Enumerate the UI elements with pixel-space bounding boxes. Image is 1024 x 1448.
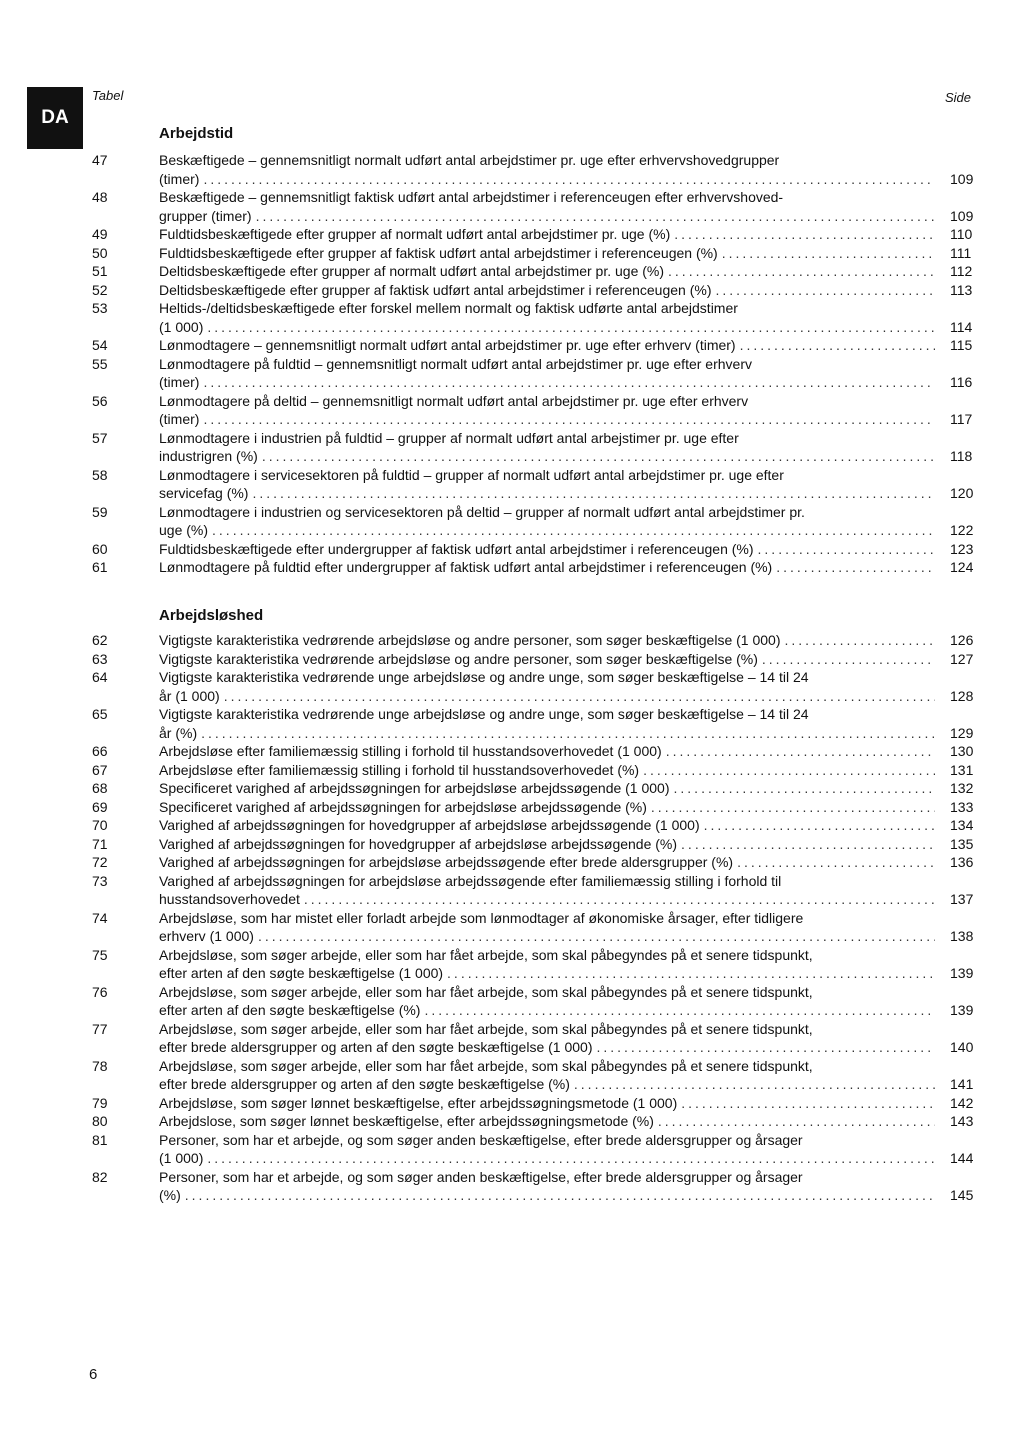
toc-entry[interactable] [0, 798, 1024, 817]
toc-entry[interactable] [0, 1112, 1024, 1131]
toc-entry[interactable] [0, 336, 1024, 355]
toc-entry[interactable] [0, 742, 1024, 761]
dot-leader [722, 244, 935, 263]
dot-leader [704, 816, 935, 835]
table-title-line: Heltids-/deltidsbeskæftigede efter forskel mellem normalt og faktisk udførte antal arbejdstimer [159, 300, 738, 316]
table-title-line: Vigtigste karakteristika vedrørende arbejdsløse og andre personer, som søger beskæftigelse (1 000) [159, 632, 781, 648]
table-title-line: Lønmodtagere i servicesektoren på fuldtid – grupper af normalt udført antal arbejdstimer pr. uge efter [159, 466, 784, 483]
table-title [159, 558, 935, 577]
table-title-line: Lønmodtagere på deltid – gennemsnitligt normalt udført antal arbejdstimer pr. uge efter erhverv [159, 392, 749, 409]
toc-entry[interactable] [0, 503, 1024, 540]
table-title-line: Specificeret varighed af arbejdssøgningen for arbejdsløse arbejdssøgende (%) [159, 798, 647, 815]
table-title [159, 872, 935, 909]
table-title-line: efter brede aldersgrupper og arten af den søgte beskæftigelse (%) [159, 1076, 570, 1092]
toc-entry[interactable] [0, 188, 1024, 225]
table-title [159, 1020, 935, 1057]
section-title-arbejdsloshed: Arbejdsløshed [159, 607, 264, 624]
table-title-line: (timer) [159, 411, 200, 427]
table-title-line: grupper (timer) [159, 207, 252, 224]
table-title [159, 835, 935, 854]
table-title-line: Varighed af arbejdssøgningen for hovedgrupper af arbejdsløse arbejdssøgende (1 000) [159, 817, 700, 833]
table-number: 79 [92, 1094, 108, 1111]
page-reference: 134 [950, 817, 974, 833]
page-reference: 115 [950, 337, 973, 353]
page-reference: 137 [950, 891, 974, 907]
table-title-line: Fuldtidsbeskæftigede efter grupper af normalt udført antal arbejdstimer pr. uge (%) [159, 226, 671, 242]
page-reference: 120 [950, 485, 974, 501]
table-title-line: efter arten af den søgte beskæftigelse (1 000) [159, 965, 444, 981]
table-title-line: Varighed af arbejdssøgningen for arbejdsløse arbejdssøgende efter familiemæssig stilling i forhold til [159, 872, 782, 889]
toc-entry[interactable] [0, 262, 1024, 281]
table-title-line: Lønmodtagere i industrien og servicesektoren på deltid – grupper af normalt udført antal arbejdstimer pr. [159, 503, 805, 520]
page-reference: 111 [950, 244, 972, 261]
table-title [159, 188, 935, 225]
table-title [159, 853, 935, 872]
table-number: 50 [92, 244, 108, 261]
dot-leader [762, 650, 935, 669]
table-title [159, 705, 935, 742]
toc-entry[interactable] [0, 668, 1024, 705]
table-title-line: (1 000) [159, 1150, 204, 1166]
table-title-line: Deltidsbeskæftigede efter grupper af faktisk udført antal arbejdstimer i referenceugen (%) [159, 281, 712, 298]
dot-leader [658, 1112, 935, 1131]
table-number: 48 [92, 189, 108, 205]
page-reference: 145 [950, 1187, 974, 1203]
page-reference: 140 [950, 1039, 974, 1055]
page-number: 6 [89, 1366, 98, 1383]
table-title [159, 1168, 935, 1205]
table-number: 64 [92, 669, 108, 685]
table-title [159, 281, 935, 300]
dot-leader [574, 1075, 935, 1094]
table-title [159, 1131, 935, 1168]
table-title-line: Beskæftigede – gennemsnitligt normalt udført antal arbejdstimer pr. uge efter erhvervshovedgrupper [159, 152, 780, 168]
table-title-line: Vigtigste karakteristika vedrørende unge arbejdsløse og andre unge, som søger beskæftigelse – 14 til 24 [159, 706, 809, 722]
dot-leader [666, 742, 935, 761]
dot-leader [643, 761, 935, 780]
language-badge: DA [27, 87, 83, 149]
table-title [159, 742, 935, 761]
table-title-line: servicefag (%) [159, 485, 249, 501]
table-title-line: år (1 000) [159, 687, 220, 704]
table-title-line: uge (%) [159, 522, 209, 538]
table-title [159, 466, 935, 503]
table-title-line: år (%) [159, 724, 198, 741]
table-number: 82 [92, 1168, 108, 1185]
table-title-line: Arbejdsløse, som har mistet eller forladt arbejde som lønmodtager af økonomiske årsager, efter tidligere [159, 909, 804, 926]
toc-entry[interactable] [0, 299, 1024, 336]
dot-leader [201, 724, 935, 743]
table-title [159, 151, 935, 188]
column-header-table: Tabel [92, 88, 124, 103]
table-title-line: (timer) [159, 170, 200, 187]
toc-entry[interactable] [0, 1094, 1024, 1113]
dot-leader [424, 1001, 935, 1020]
page-reference: 113 [950, 281, 973, 298]
table-title-line: Arbejdsløse, som søger lønnet beskæftigelse, efter arbejdssøgningsmetode (1 000) [159, 1094, 678, 1111]
dot-leader [207, 1149, 935, 1168]
table-title [159, 983, 935, 1020]
page-reference: 110 [950, 226, 973, 242]
dot-leader [203, 373, 935, 392]
table-title-line: Arbejdsløse, som søger arbejde, eller som har fået arbejde, som skal påbegyndes på et senere tidspunkt, [159, 1020, 813, 1037]
dot-leader [776, 558, 935, 577]
page-reference: 109 [950, 170, 974, 187]
table-title-line: Personer, som har et arbejde, og som søger anden beskæftigelse, efter brede aldersgrupper og årsager [159, 1168, 803, 1185]
table-title [159, 1094, 935, 1113]
toc-entry[interactable] [0, 631, 1024, 650]
table-title-line: Vigtigste karakteristika vedrørende arbejdsløse og andre personer, som søger beskæftigelse (%) [159, 650, 758, 667]
section-title-arbejdstid: Arbejdstid [159, 125, 234, 142]
table-number: 56 [92, 392, 108, 409]
table-title [159, 946, 935, 983]
table-number: 73 [92, 872, 108, 889]
dot-leader [224, 687, 935, 706]
toc-entry[interactable] [0, 244, 1024, 263]
dot-leader [596, 1038, 935, 1057]
table-number: 71 [92, 835, 108, 852]
dot-leader [256, 207, 935, 226]
dot-leader [716, 281, 936, 300]
page-reference: 138 [950, 928, 974, 944]
table-number: 68 [92, 780, 108, 796]
table-number: 58 [92, 466, 108, 483]
page-reference: 135 [950, 835, 974, 852]
page-reference: 116 [950, 374, 973, 390]
dot-leader [674, 779, 935, 798]
table-title [159, 355, 935, 392]
table-title-line: husstandsoverhovedet [159, 891, 300, 907]
dot-leader [252, 484, 935, 503]
table-title-line: industrigren (%) [159, 448, 258, 464]
table-number: 74 [92, 909, 108, 926]
table-title [159, 540, 935, 559]
table-title-line: Vigtigste karakteristika vedrørende unge arbejdsløse og andre unge, som søger beskæftigelse – 14 til 24 [159, 669, 809, 685]
table-title-line: Lønmodtagere i industrien på fuldtid – grupper af normalt udført antal arbejstimer pr. uge efter [159, 429, 739, 446]
table-number: 65 [92, 706, 108, 722]
table-number: 78 [92, 1057, 108, 1074]
toc-entry[interactable] [0, 946, 1024, 983]
table-title-line: Fuldtidsbeskæftigede efter undergrupper af faktisk udført antal arbejdstimer i referenceugen (%) [159, 540, 754, 557]
dot-leader [740, 336, 935, 355]
table-number: 60 [92, 540, 108, 557]
dot-leader [262, 447, 935, 466]
dot-leader [212, 521, 935, 540]
table-title-line: (timer) [159, 374, 200, 390]
table-number: 51 [92, 263, 108, 279]
dot-leader [785, 631, 936, 650]
page-reference: 131 [950, 761, 974, 778]
table-number: 54 [92, 337, 108, 353]
dot-leader [447, 964, 935, 983]
table-title [159, 262, 935, 281]
toc-entry[interactable] [0, 909, 1024, 946]
page-reference: 139 [950, 965, 974, 981]
toc-entry[interactable] [0, 429, 1024, 466]
page-reference: 117 [950, 411, 973, 427]
toc-list-arbejdstid [0, 151, 1024, 577]
table-number: 61 [92, 559, 108, 575]
page-reference: 132 [950, 780, 974, 796]
page-reference: 129 [950, 724, 974, 741]
table-title [159, 244, 935, 263]
toc-entry[interactable] [0, 705, 1024, 742]
table-number: 66 [92, 743, 108, 759]
table-title [159, 779, 935, 798]
toc-entry[interactable] [0, 558, 1024, 577]
table-title [159, 798, 935, 817]
toc-entry[interactable] [0, 1131, 1024, 1168]
table-title-line: Fuldtidsbeskæftigede efter grupper af faktisk udført antal arbejdstimer i referenceugen (%) [159, 244, 718, 261]
page-reference: 126 [950, 632, 974, 648]
dot-leader [681, 1094, 935, 1113]
table-title [159, 816, 935, 835]
page-reference: 133 [950, 798, 974, 815]
toc-entry[interactable] [0, 540, 1024, 559]
table-title-line: Lønmodtagere på fuldtid efter undergrupper af faktisk udført antal arbejdstimer i referenceugen (%) [159, 559, 773, 575]
dot-leader [674, 225, 935, 244]
dot-leader [207, 318, 935, 337]
table-title [159, 429, 935, 466]
page-reference: 112 [950, 263, 973, 279]
dot-leader [681, 835, 935, 854]
table-number: 76 [92, 983, 108, 1000]
table-title-line: efter arten af den søgte beskæftigelse (%) [159, 1002, 421, 1018]
table-number: 72 [92, 854, 108, 870]
toc-entry[interactable] [0, 392, 1024, 429]
page-reference: 130 [950, 743, 974, 759]
page-reference: 122 [950, 522, 974, 538]
toc-entry[interactable] [0, 225, 1024, 244]
table-title [159, 631, 935, 650]
table-number: 75 [92, 946, 108, 963]
table-number: 52 [92, 281, 108, 298]
table-number: 57 [92, 429, 108, 446]
table-title [159, 299, 935, 336]
table-title-line: Varighed af arbejdssøgningen for hovedgrupper af arbejdsløse arbejdssøgende (%) [159, 835, 678, 852]
table-title-line: (1 000) [159, 318, 204, 335]
table-number: 55 [92, 355, 108, 372]
table-number: 69 [92, 798, 108, 815]
table-title [159, 503, 935, 540]
table-title-line: Beskæftigede – gennemsnitligt faktisk udført antal arbejdstimer i referenceugen efter erhvervshoved- [159, 189, 784, 205]
toc-entry[interactable] [0, 853, 1024, 872]
table-title-line: (%) [159, 1187, 181, 1203]
table-title-line: Arbejdsløse efter familiemæssig stilling i forhold til husstandsoverhovedet (%) [159, 761, 640, 778]
table-number: 77 [92, 1020, 108, 1037]
table-title [159, 668, 935, 705]
table-title [159, 1112, 935, 1131]
dot-leader [258, 927, 935, 946]
table-number: 59 [92, 503, 108, 520]
table-title [159, 761, 935, 780]
table-title [159, 1057, 935, 1094]
page-reference: 144 [950, 1150, 974, 1166]
table-title [159, 909, 935, 946]
page-reference: 118 [950, 448, 973, 464]
page-reference: 139 [950, 1002, 974, 1018]
dot-leader [737, 853, 935, 872]
toc-entry[interactable] [0, 816, 1024, 835]
table-title-line: Deltidsbeskæftigede efter grupper af normalt udført antal arbejdstimer pr. uge (%) [159, 263, 665, 279]
page-reference: 143 [950, 1113, 974, 1129]
table-number: 49 [92, 226, 108, 242]
dot-leader [185, 1186, 935, 1205]
page-reference: 136 [950, 854, 974, 870]
table-number: 70 [92, 817, 108, 833]
table-title-line: Specificeret varighed af arbejdssøgningen for arbejdsløse arbejdssøgende (1 000) [159, 780, 670, 796]
toc-list-arbejdsloshed [0, 631, 1024, 1205]
table-number: 47 [92, 152, 108, 168]
toc-entry[interactable] [0, 281, 1024, 300]
table-title-line: efter brede aldersgrupper og arten af den søgte beskæftigelse (1 000) [159, 1039, 593, 1055]
toc-entry[interactable] [0, 872, 1024, 909]
table-title-line: Personer, som har et arbejde, og som søger anden beskæftigelse, efter brede aldersgrupper og årsager [159, 1131, 803, 1148]
toc-entry[interactable] [0, 650, 1024, 669]
page-reference: 142 [950, 1094, 974, 1111]
page-reference: 114 [950, 318, 973, 335]
table-title [159, 392, 935, 429]
table-title-line: Lønmodtagere på fuldtid – gennemsnitligt normalt udført antal arbejdstimer pr. uge efter erhverv [159, 355, 752, 372]
table-title [159, 225, 935, 244]
toc-entry[interactable] [0, 466, 1024, 503]
toc-entry[interactable] [0, 983, 1024, 1020]
page-reference: 109 [950, 207, 974, 224]
table-title-line: Varighed af arbejdssøgningen for arbejdsløse arbejdssøgende efter brede aldersgrupper (%) [159, 854, 734, 870]
table-title-line: Arbejdsløse, som søger arbejde, eller som har fået arbejde, som skal påbegyndes på et senere tidspunkt, [159, 1057, 813, 1074]
table-title [159, 336, 935, 355]
toc-entry[interactable] [0, 1020, 1024, 1057]
dot-leader [668, 262, 935, 281]
table-title-line: Lønmodtagere – gennemsnitligt normalt udført antal arbejdstimer pr. uge efter erhverv (timer) [159, 337, 736, 353]
toc-entry[interactable] [0, 761, 1024, 780]
page-reference: 127 [950, 650, 974, 667]
toc-entry[interactable] [0, 1057, 1024, 1094]
table-number: 62 [92, 632, 108, 648]
toc-entry[interactable] [0, 835, 1024, 854]
table-number: 53 [92, 300, 108, 316]
dot-leader [304, 890, 935, 909]
table-title-line: Arbejdslose, som søger lønnet beskæftigelse, efter arbejdssøgningsmetode (%) [159, 1113, 654, 1129]
dot-leader [203, 170, 935, 189]
page-reference: 128 [950, 687, 974, 704]
table-title-line: Arbejdsløse efter familiemæssig stilling i forhold til husstandsoverhovedet (1 000) [159, 743, 662, 759]
dot-leader [203, 410, 935, 429]
toc-entry[interactable] [0, 151, 1024, 188]
table-title-line: Arbejdsløse, som søger arbejde, eller som har fået arbejde, som skal påbegyndes på et senere tidspunkt, [159, 983, 813, 1000]
toc-entry[interactable] [0, 779, 1024, 798]
dot-leader [758, 540, 935, 559]
dot-leader [651, 798, 935, 817]
toc-entry[interactable] [0, 1168, 1024, 1205]
column-header-page: Side [945, 90, 972, 105]
page-reference: 123 [950, 540, 974, 557]
table-number: 63 [92, 650, 108, 667]
toc-entry[interactable] [0, 355, 1024, 392]
table-title-line: erhverv (1 000) [159, 928, 254, 944]
page-reference: 124 [950, 559, 974, 575]
table-title [159, 650, 935, 669]
page-reference: 141 [950, 1076, 974, 1092]
table-title-line: Arbejdsløse, som søger arbejde, eller som har fået arbejde, som skal påbegyndes på et senere tidspunkt, [159, 946, 813, 963]
table-number: 67 [92, 761, 108, 778]
table-number: 81 [92, 1131, 108, 1148]
table-number: 80 [92, 1113, 108, 1129]
